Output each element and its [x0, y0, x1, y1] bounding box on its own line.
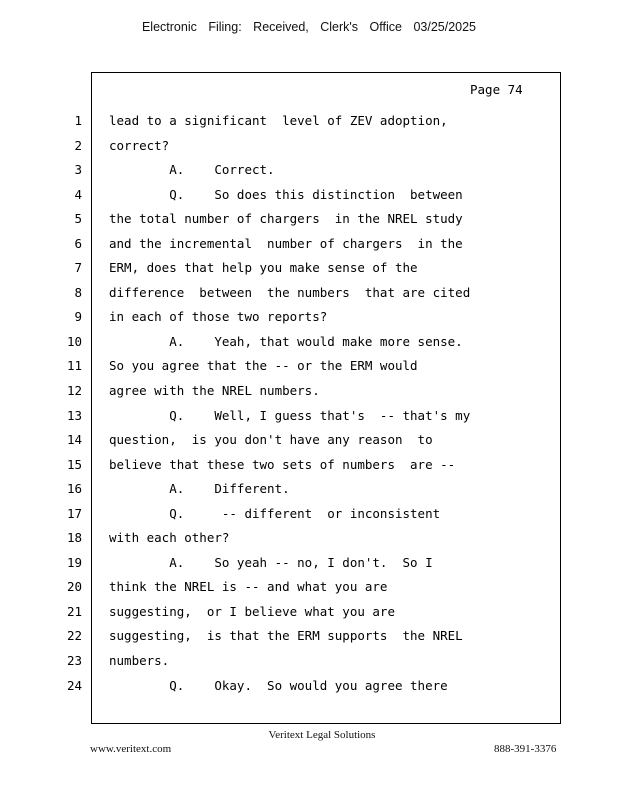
transcript-line: [0, 575, 618, 600]
transcript-line: [0, 207, 618, 232]
line-text: So you agree that the -- or the ERM would: [109, 358, 418, 374]
page-number: Page 74: [470, 82, 523, 97]
transcript-line: [0, 183, 618, 208]
filing-stamp-word: Received,: [253, 20, 309, 34]
line-text: A. Correct.: [109, 162, 275, 178]
line-number: 13: [66, 407, 82, 423]
line-text: Q. So does this distinction between: [109, 186, 463, 202]
line-text: Q. Okay. So would you agree there: [109, 677, 448, 693]
transcript-line: [0, 453, 618, 478]
transcript-line: [0, 305, 618, 330]
transcript-line: [0, 379, 618, 404]
transcript-line: [0, 158, 618, 183]
line-text: Q. Well, I guess that's -- that's my: [109, 407, 471, 423]
line-number: 2: [74, 137, 82, 153]
transcript-line: [0, 502, 618, 527]
transcript-line: [0, 674, 618, 699]
line-text: A. Yeah, that would make more sense.: [109, 333, 463, 349]
line-number: 3: [74, 162, 82, 178]
transcript-line: [0, 354, 618, 379]
line-number: 12: [66, 383, 82, 399]
line-number: 20: [66, 579, 82, 595]
line-number: 17: [66, 505, 82, 521]
transcript-line: [0, 404, 618, 429]
footer-phone: 888-391-3376: [494, 743, 557, 755]
filing-stamp-word: Filing:: [208, 20, 242, 34]
filing-stamp-date: 03/25/2025: [413, 20, 477, 34]
transcript-line: [0, 134, 618, 159]
filing-stamp-word: Office: [369, 20, 402, 34]
line-number: 4: [74, 186, 82, 202]
line-text: suggesting, is that the ERM supports the NREL: [109, 628, 463, 644]
line-text: with each other?: [109, 530, 230, 546]
line-text: suggesting, or I believe what you are: [109, 603, 395, 619]
line-text: agree with the NREL numbers.: [109, 383, 320, 399]
line-number: 18: [66, 530, 82, 546]
filing-stamp-word: Electronic: [141, 20, 197, 34]
line-text: believe that these two sets of numbers are --: [109, 456, 456, 472]
line-number: 14: [66, 432, 82, 448]
transcript-line: [0, 256, 618, 281]
line-text: A. So yeah -- no, I don't. So I: [109, 554, 433, 570]
line-number: 6: [74, 235, 82, 251]
line-number: 8: [74, 284, 82, 300]
line-text: in each of those two reports?: [109, 309, 328, 325]
line-number: 23: [66, 653, 82, 669]
line-number: 7: [74, 260, 82, 276]
line-number: 19: [66, 554, 82, 570]
filing-stamp: [0, 20, 618, 34]
transcript-line: [0, 109, 618, 134]
transcript-line: [0, 428, 618, 453]
line-number: 1: [74, 113, 82, 128]
transcript-line: [0, 477, 618, 502]
transcript-line: [0, 649, 618, 674]
transcript-line: [0, 232, 618, 257]
line-text: and the incremental number of chargers in the: [109, 235, 463, 251]
line-number: 10: [66, 333, 82, 349]
line-text: ERM, does that help you make sense of the: [109, 260, 418, 276]
line-text: difference between the numbers that are cited: [109, 284, 471, 300]
line-number: 21: [66, 603, 82, 619]
line-number: 24: [66, 677, 82, 693]
line-text: question, is you don't have any reason to: [109, 432, 433, 448]
transcript-line: [0, 624, 618, 649]
line-text: correct?: [109, 137, 170, 153]
line-number: 9: [74, 309, 82, 325]
transcript-line: [0, 551, 618, 576]
transcript-line: [0, 330, 618, 355]
footer-company: Veritext Legal Solutions: [268, 729, 376, 741]
transcript-line: [0, 600, 618, 625]
footer-website: www.veritext.com: [90, 743, 172, 755]
transcript-line: [0, 526, 618, 551]
line-text: numbers.: [109, 653, 170, 669]
line-number: 11: [66, 358, 82, 374]
line-text: Q. -- different or inconsistent: [109, 505, 441, 521]
line-number: 15: [66, 456, 82, 472]
line-number: 22: [66, 628, 82, 644]
transcript-line: [0, 281, 618, 306]
line-text: think the NREL is -- and what you are: [109, 579, 388, 595]
filing-stamp-word: Clerk's: [320, 20, 359, 34]
line-number: 5: [74, 211, 82, 227]
transcript-body: [0, 109, 618, 698]
line-text: lead to a significant level of ZEV adoption,: [109, 113, 448, 128]
line-text: the total number of chargers in the NREL study: [109, 211, 463, 227]
line-number: 16: [66, 481, 82, 497]
line-text: A. Different.: [109, 481, 290, 497]
